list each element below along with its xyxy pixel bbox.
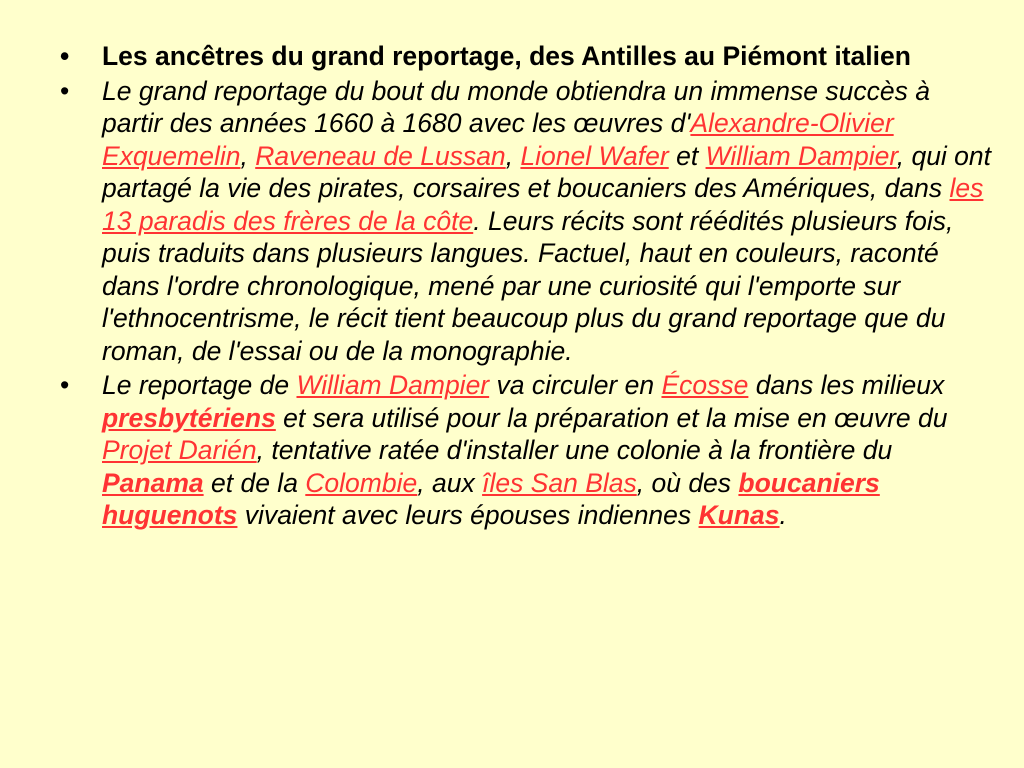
text-segment: , [240, 140, 256, 171]
link-lionel-wafer[interactable]: Lionel Wafer [520, 140, 669, 171]
bullet-dot-icon: • [60, 75, 70, 106]
bullet-list [60, 40, 995, 534]
link-kunas[interactable]: Kunas [698, 500, 780, 530]
bullet-title [60, 40, 995, 73]
text-segment: . [779, 500, 787, 530]
link-exquemelin[interactable]: Alexandre-Olivier Exquemelin [102, 108, 894, 171]
link-13-paradis[interactable]: les 13 paradis des frères de la côte [102, 173, 984, 236]
text-segment: et [668, 140, 706, 171]
text-segment: Le grand reportage du bout du monde obtiendra un immense succès à partir des années 1660 à 1680 avec les œuvres d' [102, 75, 930, 138]
link-iles-san-blas[interactable]: îles San Blas [482, 467, 637, 498]
bullet-dampier-ecosse [60, 369, 995, 532]
text-segment: , aux [417, 467, 483, 498]
text-segment: et de la [203, 467, 306, 498]
text-segment: , qui ont partagé la vie des pirates, corsaires et boucaniers des Amériques, dans [102, 140, 992, 203]
text-segment: , tentative ratée d'installer une colonie à la frontière du [256, 435, 893, 465]
link-william-dampier-2[interactable]: William Dampier [296, 370, 490, 400]
link-raveneau-de-lussan[interactable]: Raveneau de Lussan [255, 140, 506, 171]
link-colombie[interactable]: Colombie [305, 467, 418, 498]
text-segment: , où des [636, 467, 739, 498]
bullet-grand-reportage [60, 75, 995, 368]
bullet-title-text: Les ancêtres du grand reportage, des Antilles au Piémont italien [102, 41, 911, 71]
bullet-dot-icon: • [60, 41, 70, 71]
link-huguenots[interactable]: huguenots [102, 500, 238, 530]
text-segment: dans les milieux [748, 370, 945, 400]
text-segment: et sera utilisé pour la préparation et la mise en œuvre du [275, 402, 948, 433]
text-segment: . Leurs récits sont réédités plusieurs fois, puis traduits dans plusieurs langues. Factuel, haut en couleurs, raconté dans l'ordre chronologique, mené par une curiosité qui l'emporte sur l'ethnocentrisme, le récit tient beaucoup plus du grand reportage que du roman, de l'essai ou de la monographie. [102, 205, 954, 366]
link-projet-darien[interactable]: Projet Darién [102, 435, 257, 465]
link-ecosse[interactable]: Écosse [661, 370, 749, 400]
text-segment: va circuler en [489, 370, 662, 400]
link-panama[interactable]: Panama [102, 467, 204, 498]
text-segment: vivaient avec leurs épouses indiennes [237, 500, 699, 530]
link-boucaniers[interactable]: boucaniers [738, 467, 880, 498]
link-presbyteriens[interactable]: presbytériens [102, 402, 276, 433]
link-william-dampier[interactable]: William Dampier [705, 140, 897, 171]
bullet-dot-icon: • [60, 370, 70, 400]
text-segment: Le reportage de [102, 370, 297, 400]
text-segment: , [505, 140, 521, 171]
